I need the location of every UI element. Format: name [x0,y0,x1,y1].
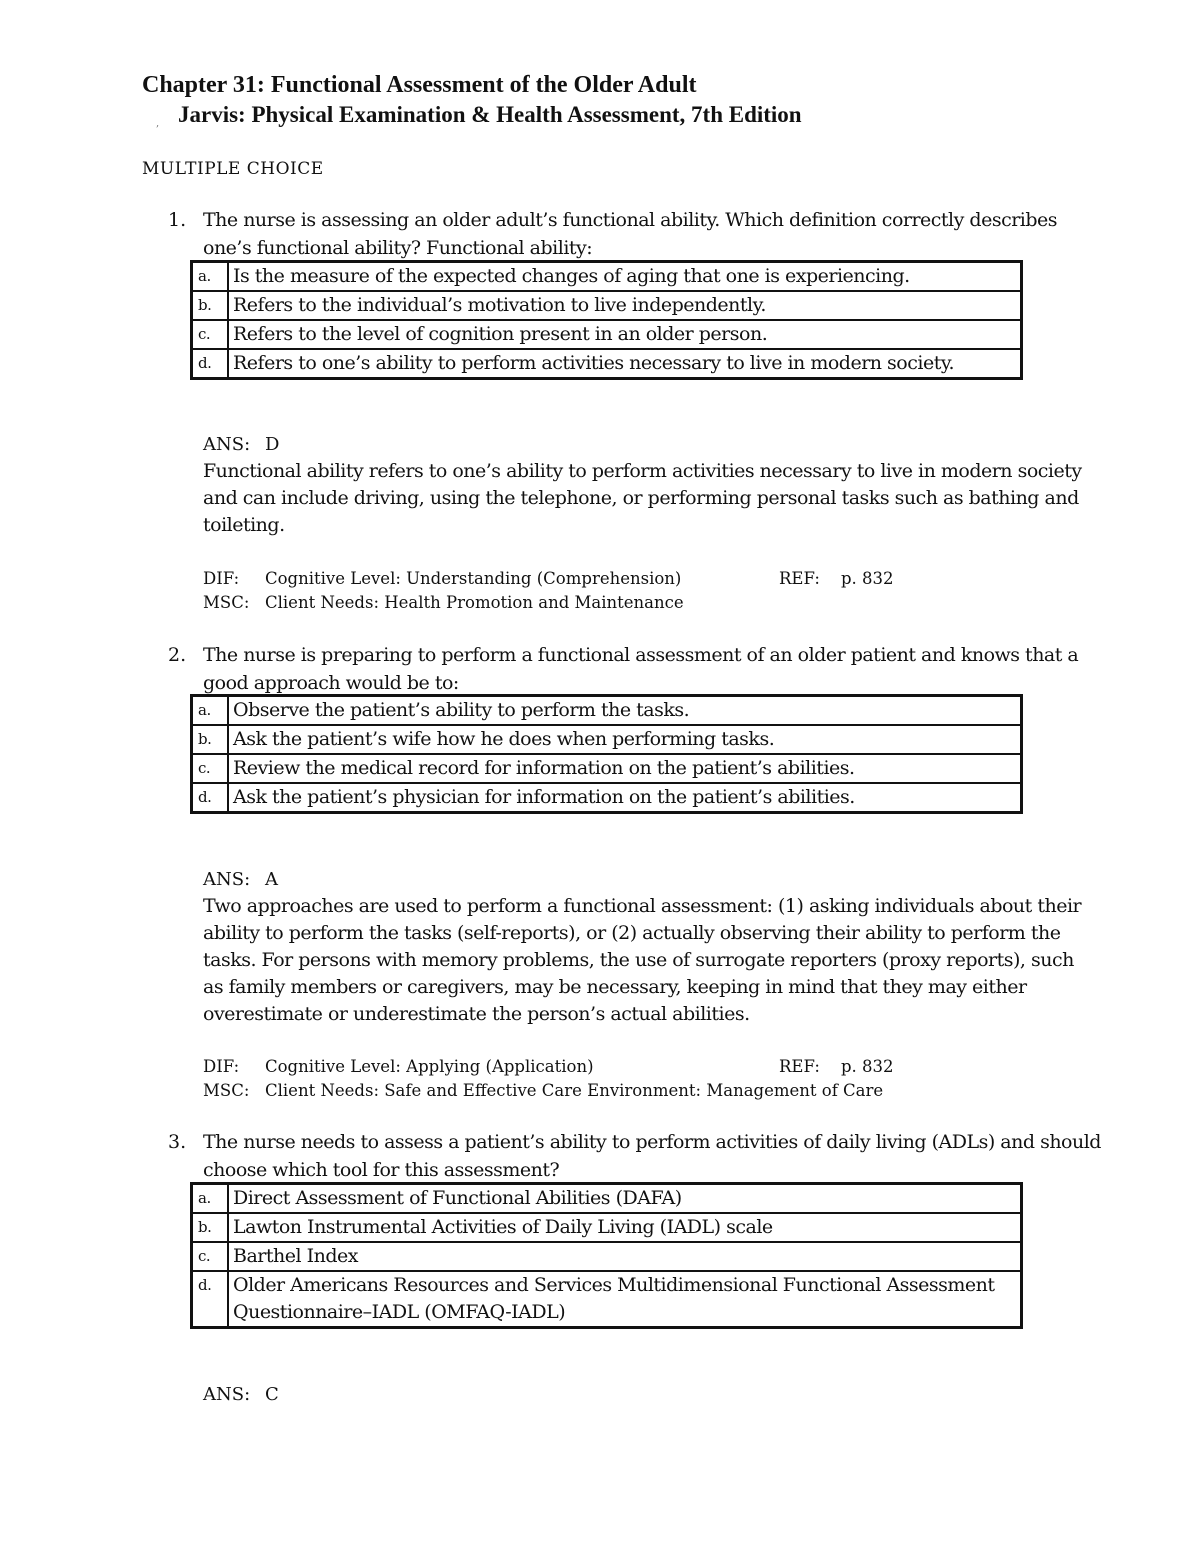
ref-label: REF: [779,1057,820,1076]
choice-row [192,262,1022,292]
answer-label: ANS: [203,1384,251,1405]
answer-line [203,434,279,455]
choice-letter: b. [192,291,229,320]
msc-value: Client Needs: Health Promotion and Maintenance [265,593,684,612]
choice-letter: a. [192,696,229,726]
decorative-mark: , [156,118,160,129]
section-heading: MULTIPLE CHOICE [142,159,324,179]
choice-text: Direct Assessment of Functional Abilities (DAFA) [228,1184,1022,1214]
answer-value: A [265,869,278,890]
choice-text: Barthel Index [228,1242,1022,1271]
dif-label: DIF: [203,1057,240,1076]
choice-row [192,754,1022,783]
page-subtitle: Jarvis: Physical Examination & Health Assessment, 7th Edition [178,102,802,127]
choice-row [192,349,1022,379]
choice-text: Lawton Instrumental Activities of Daily Living (IADL) scale [228,1213,1022,1242]
choice-letter: b. [192,1213,229,1242]
ref-value: p. 832 [841,1057,894,1076]
choice-text: Refers to the individual’s motivation to live independently. [228,291,1022,320]
choice-row [192,1242,1022,1271]
difficulty-line [203,567,1103,591]
choice-text: Older Americans Resources and Services Multidimensional Functional Assessment Questionnaire–IADL (OMFAQ-IADL) [228,1271,1022,1328]
answer-value: C [265,1384,279,1405]
choice-row [192,1184,1022,1214]
dif-label: DIF: [203,569,240,588]
msc-label: MSC: [203,593,250,612]
choice-letter: c. [192,754,229,783]
ref-label: REF: [779,569,820,588]
choice-row [192,725,1022,754]
rationale: Functional ability refers to one’s ability to perform activities necessary to live in modern society and can include driving, using the telephone, or performing personal tasks such as bathing and toileting. [203,460,1082,536]
dif-value: Cognitive Level: Understanding (Comprehension) [265,569,682,588]
choice-letter: d. [192,783,229,813]
question-text: The nurse needs to assess a patient’s ability to perform activities of daily living (ADLs) and should choose which tool for this assessment? [203,1131,1101,1181]
answer-label: ANS: [203,434,251,455]
answer-label: ANS: [203,869,251,890]
choice-row [192,696,1022,726]
answer-value: D [265,434,280,455]
msc-line [203,591,1103,615]
difficulty-line [203,1055,1103,1079]
dif-value: Cognitive Level: Applying (Application) [265,1057,594,1076]
question-text: The nurse is preparing to perform a functional assessment of an older patient and knows that a good approach would be to: [203,644,1079,694]
question-number: 1. [168,209,187,231]
answer-line [203,1384,279,1405]
choices-table-2 [190,694,1023,814]
choice-row [192,320,1022,349]
choice-text: Review the medical record for information on the patient’s abilities. [228,754,1022,783]
choice-letter: c. [192,1242,229,1271]
question-text: The nurse is assessing an older adult’s functional ability. Which definition correctly describes one’s functional ability? Functional ability: [203,209,1058,259]
reference [779,567,894,591]
choice-row [192,291,1022,320]
choice-letter: d. [192,349,229,379]
choice-row [192,1271,1022,1328]
page-title: Chapter 31: Functional Assessment of the Older Adult [142,72,697,98]
msc-label: MSC: [203,1081,250,1100]
choice-text: Is the measure of the expected changes of aging that one is experiencing. [228,262,1022,292]
choice-letter: a. [192,1184,229,1214]
answer-line [203,869,278,890]
choice-text: Ask the patient’s physician for information on the patient’s abilities. [228,783,1022,813]
choice-text: Refers to one’s ability to perform activities necessary to live in modern society. [228,349,1022,379]
msc-line [203,1079,1103,1103]
msc-value: Client Needs: Safe and Effective Care Environment: Management of Care [265,1081,884,1100]
choice-text: Refers to the level of cognition present in an older person. [228,320,1022,349]
choice-letter: a. [192,262,229,292]
choice-text: Observe the patient’s ability to perform the tasks. [228,696,1022,726]
choice-letter: b. [192,725,229,754]
question-number: 3. [168,1131,187,1153]
choice-letter: c. [192,320,229,349]
choice-row [192,783,1022,813]
choice-row [192,1213,1022,1242]
ref-value: p. 832 [841,569,894,588]
rationale: Two approaches are used to perform a functional assessment: (1) asking individuals about their ability to perform the tasks (self-reports), or (2) actually observing their ability to perform the tasks. For persons with memory problems, the use of surrogate reporters (proxy reports), such as family members or caregivers, may be necessary, keeping in mind that they may either overestimate or underestimate the person’s actual abilities. [203,895,1082,1025]
choices-table-3 [190,1182,1023,1329]
choice-text: Ask the patient’s wife how he does when performing tasks. [228,725,1022,754]
choice-letter: d. [192,1271,229,1328]
reference [779,1055,894,1079]
choices-table-1 [190,260,1023,380]
question-number: 2. [168,644,187,666]
